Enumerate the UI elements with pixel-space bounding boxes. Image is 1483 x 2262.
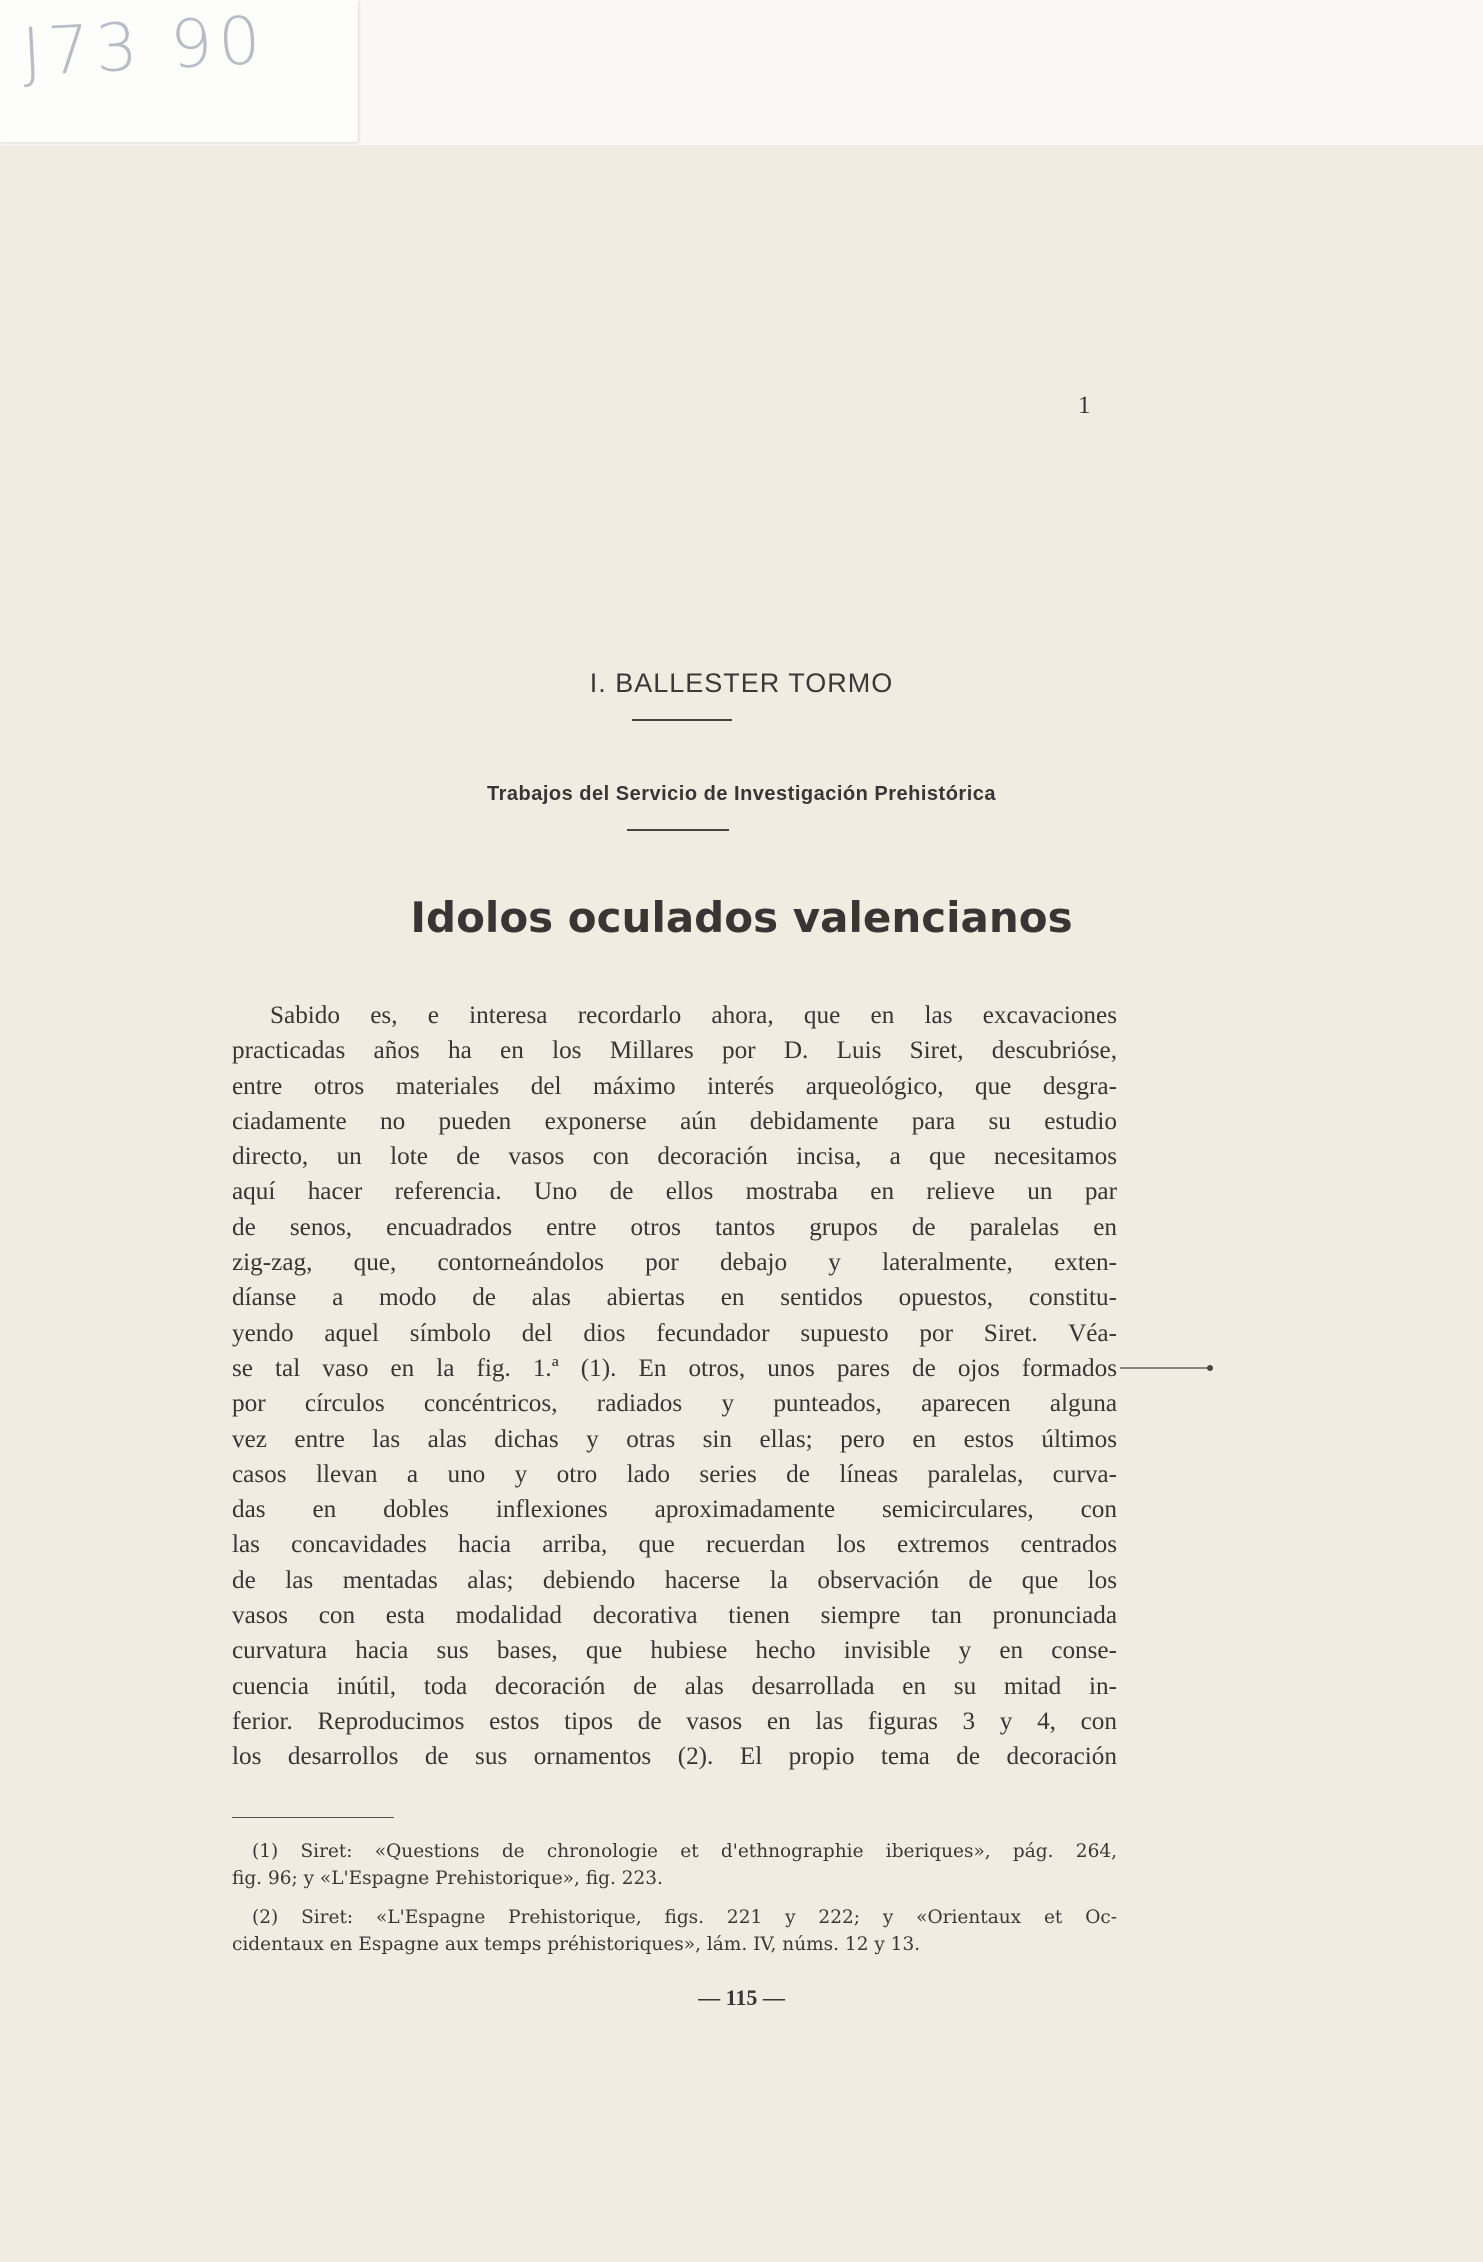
footnote-1-line: (1) Siret: «Questions de chronologie et d'ethnographie iberiques», pág. 264, — [252, 1841, 1117, 1862]
body-line: ciadamente no pueden exponerse aún debidamente para su estudio — [232, 1107, 1117, 1135]
footnote-2-line: (2) Siret: «L'Espagne Prehistorique, figs. 221 y 222; y «Orientaux et Oc- — [252, 1907, 1117, 1928]
footnote-separator — [232, 1817, 394, 1818]
body-line: practicadas años ha en los Millares por D. Luis Siret, descubrióse, — [232, 1037, 1117, 1065]
catalog-label — [0, 0, 358, 142]
footnotes — [232, 1838, 1117, 1958]
body-line: de senos, encuadrados entre otros tantos grupos de paralelas en — [232, 1213, 1117, 1241]
body-line: aquí hacer referencia. Uno de ellos mostraba en relieve un par — [232, 1178, 1117, 1206]
footnote-2-line: cidentaux en Espagne aux temps préhistoriques», lám. IV, núms. 12 y 13. — [232, 1934, 921, 1955]
body-line: das en dobles inflexiones aproximadamente semicirculares, con — [232, 1496, 1117, 1524]
body-line: vasos con esta modalidad decorativa tienen siempre tan pronunciada — [232, 1602, 1117, 1630]
body-line: yendo aquel símbolo del dios fecundador supuesto por Siret. Véa- — [232, 1319, 1117, 1347]
page-number: 1 — [1078, 392, 1091, 419]
body-line: zig-zag, que, contorneándolos por debajo y lateralmente, exten- — [232, 1249, 1117, 1277]
divider-rule — [632, 719, 732, 721]
body-line: díanse a modo de alas abiertas en sentidos opuestos, constitu- — [232, 1284, 1117, 1312]
body-line: por círculos concéntricos, radiados y punteados, aparecen alguna — [232, 1390, 1117, 1418]
body-line: Sabido es, e interesa recordarlo ahora, que en las excavaciones — [270, 1002, 1117, 1029]
footnote-gap — [232, 1892, 1117, 1904]
body-line: ferior. Reproducimos estos tipos de vasos en las figuras 3 y 4, con — [232, 1707, 1117, 1735]
body-line: vez entre las alas dichas y otras sin ellas; pero en estos últimos — [232, 1425, 1117, 1453]
body-text — [232, 998, 1117, 1775]
body-line: casos llevan a uno y otro lado series de líneas paralelas, curva- — [232, 1460, 1117, 1488]
stray-pen-mark — [1120, 1367, 1210, 1369]
body-line: curvatura hacia sus bases, que hubiese hecho invisible y en conse- — [232, 1637, 1117, 1665]
body-line: se tal vaso en la fig. 1.ª (1). En otros, unos pares de ojos formados — [232, 1354, 1117, 1382]
handwritten-catalog-code: J73 90 — [20, 1, 269, 92]
folio-number: — 115 — — [698, 1985, 785, 2010]
body-line: entre otros materiales del máximo interés arqueológico, que desgra- — [232, 1072, 1117, 1100]
series-heading: Trabajos del Servicio de Investigación Prehistórica — [486, 783, 996, 805]
author-name: I. BALLESTER TORMO — [589, 668, 894, 698]
body-line: directo, un lote de vasos con decoración incisa, a que necesitamos — [232, 1143, 1117, 1171]
body-line: de las mentadas alas; debiendo hacerse la observación de que los — [232, 1566, 1117, 1594]
body-line: los desarrollos de sus ornamentos (2). El propio tema de decoración — [232, 1743, 1117, 1771]
divider-rule — [627, 829, 729, 831]
article-title: Idolos oculados valencianos — [410, 893, 1073, 942]
body-line: las concavidades hacia arriba, que recuerdan los extremos centrados — [232, 1531, 1117, 1559]
body-line: cuencia inútil, toda decoración de alas desarrollada en su mitad in- — [232, 1672, 1117, 1700]
footnote-1-line: fig. 96; y «L'Espagne Prehistorique», fig. 223. — [232, 1868, 663, 1889]
